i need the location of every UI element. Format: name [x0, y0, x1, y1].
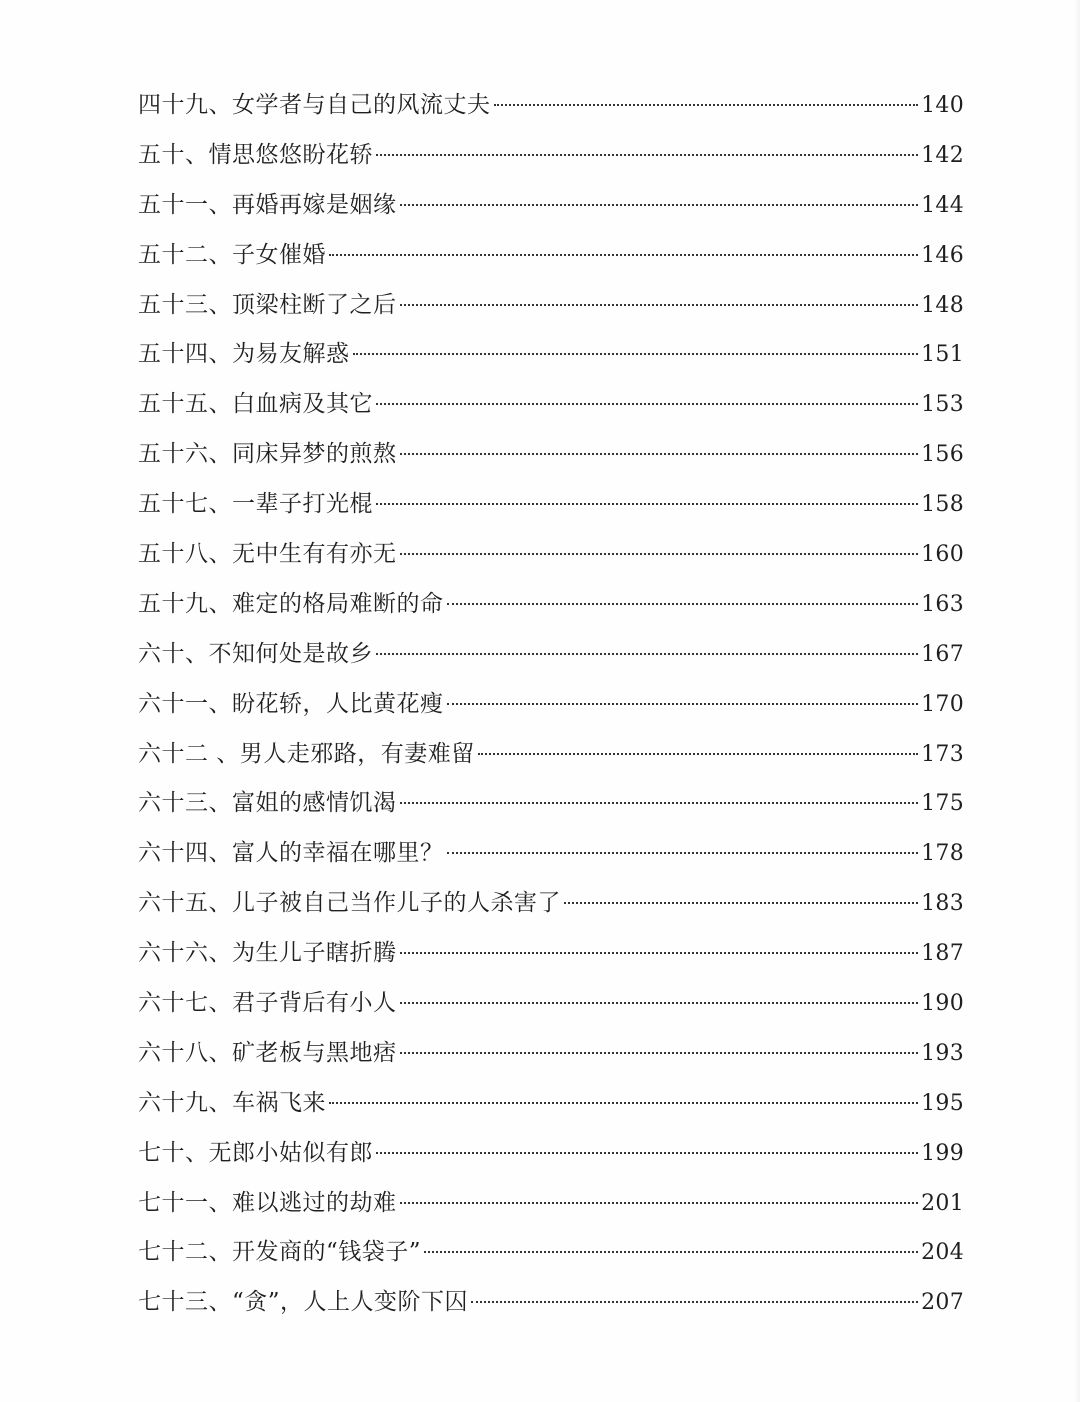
toc-entry-page: 170 — [921, 691, 964, 717]
dot-leader — [400, 1002, 919, 1004]
toc-entry-page: 195 — [921, 1090, 964, 1116]
toc-entry-title: 六十五、儿子被自己当作儿子的人杀害了 — [138, 890, 561, 917]
toc-entry-title: 五十、情思悠悠盼花轿 — [138, 141, 373, 168]
dot-leader — [400, 1052, 919, 1054]
toc-entry — [138, 737, 964, 787]
page-edge-shadow — [1074, 0, 1080, 1402]
toc-entry-page: 175 — [921, 791, 964, 817]
toc-entry — [138, 487, 964, 537]
toc-entry-page: 178 — [921, 841, 964, 867]
toc-entry — [138, 1086, 964, 1136]
toc-entry-page: 190 — [921, 991, 964, 1017]
toc-entry — [138, 437, 964, 487]
toc-entry-page: 199 — [921, 1140, 964, 1166]
toc-entry — [138, 138, 964, 188]
toc-entry-page: 146 — [921, 242, 964, 268]
toc-entry — [138, 886, 964, 936]
dot-leader — [376, 503, 918, 505]
toc-entry — [138, 337, 964, 387]
toc-entry-title: 五十三、顶梁柱断了之后 — [138, 291, 397, 318]
dot-leader — [376, 403, 918, 405]
dot-leader — [478, 753, 918, 755]
toc-entry-title: 五十七、一辈子打光棍 — [138, 491, 373, 518]
toc-entry — [138, 1136, 964, 1186]
toc-entry — [138, 786, 964, 836]
toc-entry-title: 六十八、矿老板与黑地痞 — [138, 1039, 397, 1066]
toc-entry — [138, 1285, 964, 1335]
toc-entry-title: 七十、无郎小姑似有郎 — [138, 1139, 373, 1166]
toc-entry — [138, 587, 964, 637]
toc-entry — [138, 1036, 964, 1086]
dot-leader — [329, 1102, 918, 1104]
toc-entry-title: 五十八、无中生有有亦无 — [138, 541, 397, 568]
dot-leader — [400, 1202, 919, 1204]
toc-entry — [138, 986, 964, 1036]
dot-leader — [353, 353, 919, 355]
toc-entry-page: 204 — [921, 1240, 964, 1266]
toc-entry — [138, 188, 964, 238]
dot-leader — [376, 154, 918, 156]
toc-entry — [138, 637, 964, 687]
toc-entry-page: 183 — [921, 891, 964, 917]
dot-leader — [376, 653, 918, 655]
dot-leader — [564, 902, 918, 904]
dot-leader — [447, 703, 919, 705]
toc-entry-title: 四十九、女学者与自己的风流丈夫 — [138, 92, 491, 118]
toc-entry-title: 七十一、难以逃过的劫难 — [138, 1189, 397, 1216]
toc-entry-title: 五十六、同床异梦的煎熬 — [138, 441, 397, 468]
toc-entry-page: 144 — [921, 192, 964, 218]
dot-leader — [400, 304, 919, 306]
toc-entry-page: 160 — [921, 542, 964, 568]
dot-leader — [494, 104, 919, 106]
toc-entry-title: 六十一、盼花轿，人比黄花瘦 — [138, 690, 444, 717]
dot-leader — [400, 952, 919, 954]
dot-leader — [400, 802, 919, 804]
dot-leader — [400, 553, 919, 555]
toc-entry — [138, 288, 964, 338]
toc-entry — [138, 387, 964, 437]
toc-entry — [138, 836, 964, 886]
toc-entry-page: 148 — [921, 292, 964, 318]
toc-entry-title: 五十二、子女催婚 — [138, 241, 326, 268]
toc-entry-page: 151 — [921, 342, 964, 368]
toc-entry-page: 142 — [921, 142, 964, 168]
toc-entry-title: 五十一、再婚再嫁是姻缘 — [138, 191, 397, 218]
toc-entry-title: 七十三、“贪”，人上人变阶下囚 — [138, 1289, 469, 1316]
toc-entry-page: 156 — [921, 442, 964, 468]
dot-leader — [329, 254, 918, 256]
dot-leader — [376, 1152, 918, 1154]
toc-entry-title: 六十四、富人的幸福在哪里？ — [138, 840, 444, 867]
toc-entry — [138, 687, 964, 737]
toc-entry-title: 六十三、富姐的感情饥渴 — [138, 790, 397, 817]
toc-entry-title: 七十二、开发商的“钱袋子” — [138, 1239, 422, 1266]
toc-entry-page: 173 — [921, 741, 964, 767]
toc-entry-page: 201 — [921, 1190, 964, 1216]
toc-entry — [138, 88, 964, 138]
dot-leader — [400, 204, 919, 206]
toc-entry-page: 193 — [921, 1040, 964, 1066]
toc-entry-title: 五十九、难定的格局难断的命 — [138, 590, 444, 617]
toc-entry-page: 163 — [921, 591, 964, 617]
toc-entry-page: 140 — [921, 93, 964, 118]
toc-entry-page: 187 — [921, 941, 964, 967]
dot-leader — [424, 1251, 918, 1253]
toc-entry-title: 六十六、为生儿子瞎折腾 — [138, 940, 397, 967]
toc-entry-page: 207 — [921, 1290, 964, 1316]
toc-entry-page: 158 — [921, 492, 964, 518]
toc-entry-page: 167 — [921, 641, 964, 667]
toc-entry-title: 六十九、车祸飞来 — [138, 1089, 326, 1116]
dot-leader — [400, 453, 919, 455]
toc-entry — [138, 1186, 964, 1236]
toc-entry-title: 五十四、为易友解惑 — [138, 341, 350, 368]
dot-leader — [447, 603, 919, 605]
toc-entry — [138, 1235, 964, 1285]
toc-entry-title: 六十二 、男人走邪路，有妻难留 — [138, 740, 475, 767]
toc-entry — [138, 936, 964, 986]
toc-entry-title: 六十七、君子背后有小人 — [138, 990, 397, 1017]
dot-leader — [447, 852, 919, 854]
dot-leader — [471, 1301, 918, 1303]
table-of-contents — [138, 88, 964, 1335]
toc-entry — [138, 238, 964, 288]
toc-entry-title: 五十五、白血病及其它 — [138, 391, 373, 418]
toc-entry — [138, 537, 964, 587]
toc-entry-page: 153 — [921, 392, 964, 418]
toc-entry-title: 六十、不知何处是故乡 — [138, 640, 373, 667]
